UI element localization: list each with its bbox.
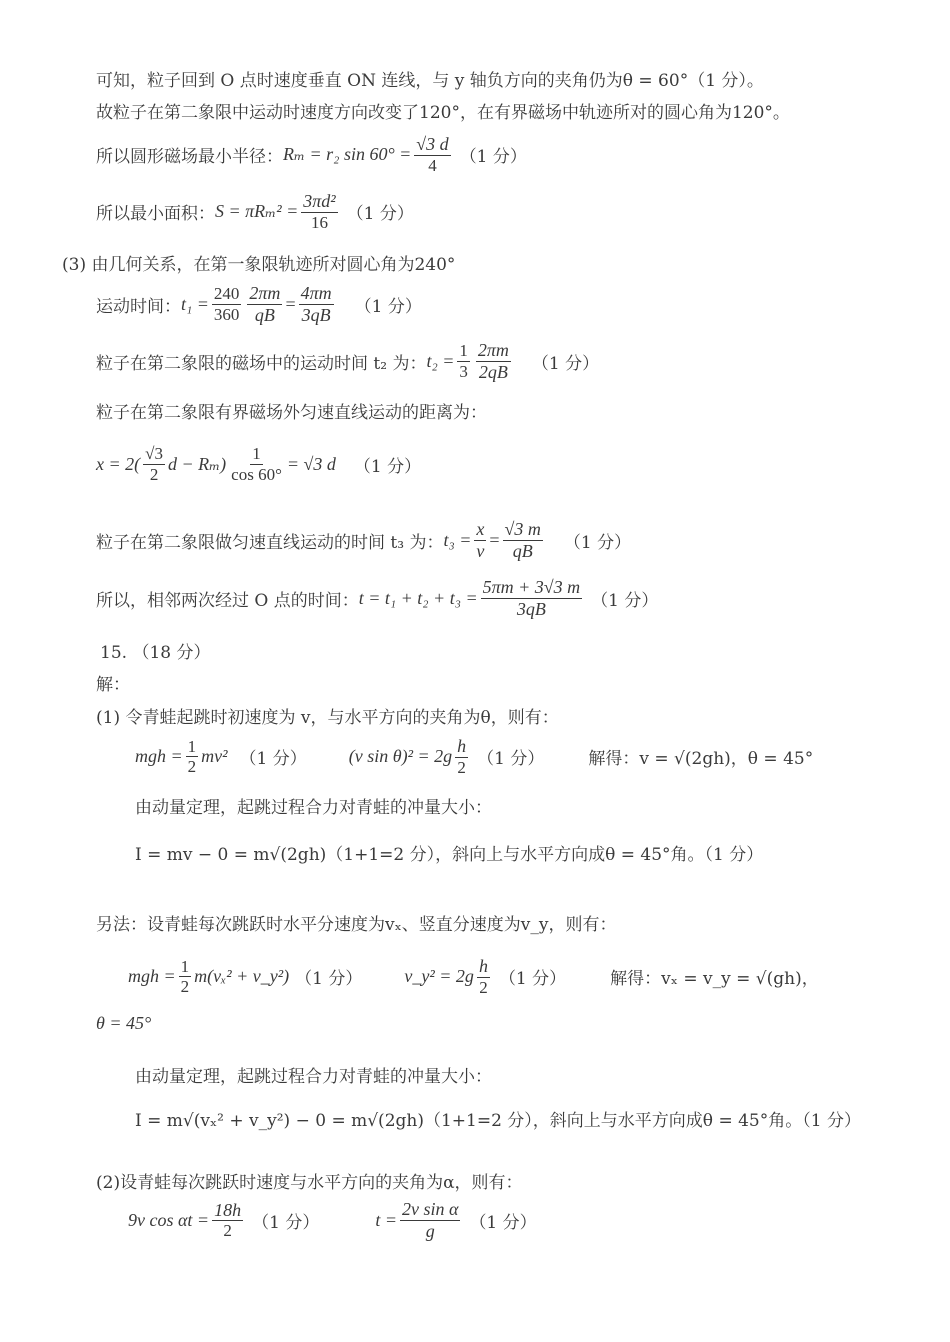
numerator: 240 [213,284,240,304]
fraction [400,1200,460,1241]
label-text: 所以，相邻两次经过 O 点的时间： [96,590,359,611]
equation-line [96,284,422,325]
equation-line [96,1013,151,1034]
paragraph-text: 粒子在第二象限有界磁场外匀速直线运动的距离为： [96,403,487,423]
equation-line [96,578,658,619]
score: （1 分） [459,147,527,168]
denominator: 3qB [516,598,546,619]
fraction [179,958,192,997]
numerator: 1 [459,341,468,361]
text-line [96,98,790,123]
equals: = [285,293,296,314]
numerator: 18h [214,1199,242,1220]
equation-line [135,1106,861,1131]
equation: t₃ = [443,529,472,550]
numerator: 2πm [477,340,509,360]
fraction [476,341,511,382]
paragraph-text: (2)设青蛙每次跳跃时速度与水平方向的夹角为α，则有： [96,1173,523,1193]
numerator: 2v sin α [401,1199,459,1219]
score: （1 分） [591,590,659,611]
denominator: 360 [213,304,240,324]
equation-line [135,840,763,865]
fraction [414,135,450,175]
denominator: 2 [223,1221,232,1241]
fraction [143,445,165,484]
equation: = √3 d [286,453,336,474]
score: （1 分） [469,1212,537,1233]
text-line [135,793,492,818]
denominator: 2qB [478,361,508,382]
text-line [96,670,130,695]
score: （1 分） [252,1212,320,1233]
equals: = [489,529,500,550]
paragraph-text: 由动量定理，起跳过程合力对青蛙的冲量大小： [135,798,492,818]
label-text: 粒子在第二象限做匀速直线运动的时间 t₃ 为： [96,532,444,553]
denominator: 2 [457,757,466,777]
numerator: 1 [187,736,197,756]
score: （1 分） [531,353,600,374]
denominator: v [476,540,485,561]
denominator: 4 [428,155,437,175]
paragraph-text: 故粒子在第二象限中运动时速度方向改变了120°，在有界磁场中轨迹所对的圆心角为120°。 [96,103,790,123]
score: （1 分） [346,204,414,225]
text-line [96,398,487,423]
equation: 9v cos αt = [128,1209,210,1230]
equation: m(vₓ² + v_y²) [194,966,290,987]
numerator: 1 [180,956,190,976]
question-number [100,638,210,663]
score: （1 分） [477,749,545,770]
denominator: 3qB [301,304,331,325]
text-line [96,1168,523,1193]
fraction [503,520,543,561]
score: （1 分） [353,456,422,477]
denominator: qB [254,304,275,325]
equation: θ = 45° [96,1013,152,1033]
numerator: 3πd² [303,191,336,211]
text-line [96,910,617,935]
equation: S = πRₘ² = [215,201,299,222]
paragraph-text: (3) 由几何关系，在第一象限轨迹所对圆心角为240° [62,255,456,275]
score: （1 分） [563,532,632,553]
equation-line [96,192,414,232]
equation: I = mv − 0 = m√(2gh)（1+1=2 分），斜向上与水平方向成θ = 45°角。（1 分） [135,845,764,865]
numerator: 1 [252,444,261,463]
denominator: 2 [149,464,159,484]
fraction [481,578,583,619]
denominator: cos 60° [231,464,282,484]
numerator: h [478,956,488,976]
paragraph-text: 另法：设青蛙每次跳跃时水平分速度为vₓ、竖直分速度为v_y，则有： [96,915,617,935]
paragraph-text: (1) 令青蛙起跳时初速度为 v，与水平方向的夹角为θ，则有： [96,708,559,728]
numerator: 4πm [300,283,332,303]
numerator: 2πm [249,283,281,303]
equation: d − Rₘ) [167,453,227,474]
fraction [212,1201,243,1241]
numerator: x [476,519,485,539]
fraction [455,737,468,777]
fraction [477,957,490,997]
text-line [135,1062,492,1087]
equation-line [135,737,813,777]
equation: (v sin θ)² = 2g [348,746,453,767]
question-heading: 15. （18 分） [100,643,211,663]
fraction [212,285,242,324]
equation-line [96,341,599,382]
label-text: 所以圆形磁场最小半径： [96,147,283,168]
numerator: √3 m [504,519,541,539]
fraction [186,738,199,777]
fraction [301,192,337,232]
solution-label: 解： [96,675,130,695]
equation: t₂ = [426,350,455,371]
equation-line [128,1200,537,1241]
equation-line [96,445,421,484]
denominator: 2 [479,977,488,997]
label-text: 运动时间： [96,296,181,317]
equation: I = m√(vₓ² + v_y²) − 0 = m√(2gh)（1+1=2 分），斜向上与水平方向成θ = 45°角。（1 分） [135,1111,861,1131]
fraction [247,284,282,325]
equation-line [96,135,527,175]
paragraph-text: 可知，粒子回到 O 点时速度垂直 ON 连线，与 y 轴负方向的夹角仍为θ = 60°（1 分）。 [96,71,764,91]
equation: t = t₁ + t₂ + t₃ = [358,587,478,608]
score: （1 分） [354,296,422,317]
equation-line [128,957,819,997]
result-text: 解得：v = √(2gh)，θ = 45° [588,749,814,770]
label-text: 粒子在第二象限的磁场中的运动时间 t₂ 为： [96,353,427,374]
equation: t = [375,1209,397,1230]
equation: x = 2( [96,453,141,474]
equation-line [96,520,631,561]
fraction [474,520,486,561]
score: （1 分） [295,969,363,990]
equation: Rₘ = r₂ sin 60° = [283,144,412,165]
numerator: √3 d [416,134,449,154]
denominator: g [425,1220,435,1241]
numerator: 5πm + 3√3 m [482,577,581,597]
text-line [62,250,455,275]
paragraph-text: 由动量定理，起跳过程合力对青蛙的冲量大小： [135,1067,492,1087]
denominator: 2 [187,757,197,777]
numerator: h [457,736,467,756]
score: （1 分） [239,749,307,770]
equation: t₁ = [181,293,209,314]
result-text: 解得：vₓ = v_y = √(gh)， [610,969,819,990]
label-text: 所以最小面积： [96,204,215,225]
denominator: qB [512,540,533,561]
equation: mv² [201,746,228,767]
numerator: √3 [145,444,163,463]
score: （1 分） [498,969,567,990]
fraction [229,445,284,484]
fraction [457,342,470,381]
text-line [96,703,559,728]
fraction [299,284,334,325]
equation: mgh = [128,966,176,987]
equation: v_y² = 2g [404,966,474,987]
text-line [96,66,764,91]
denominator: 16 [310,212,328,232]
denominator: 3 [459,361,468,381]
equation: mgh = [135,746,183,767]
denominator: 2 [180,977,190,997]
